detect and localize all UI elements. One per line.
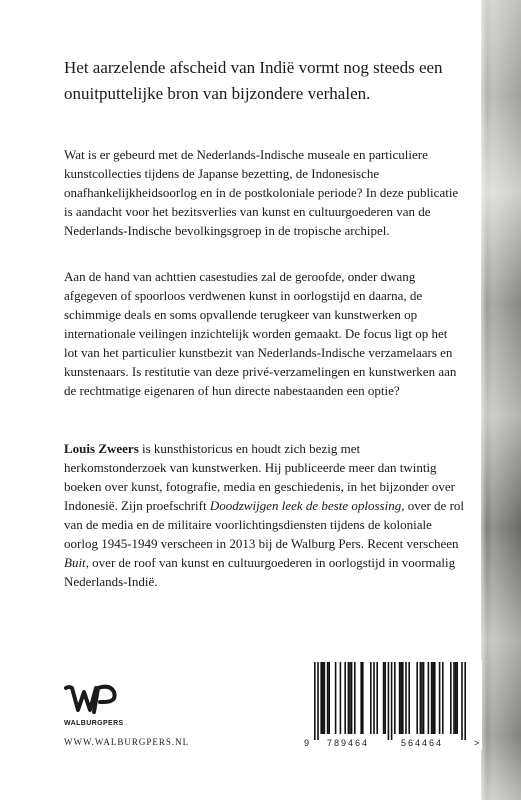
- barcode-bar: [388, 662, 390, 740]
- barcode-bar: [421, 662, 423, 734]
- barcode-bar: [322, 662, 324, 734]
- barcode-graphic: [304, 660, 482, 750]
- barcode-bar: [362, 662, 364, 734]
- barcode-bar: [442, 662, 444, 734]
- barcode-bar: [432, 662, 434, 734]
- paragraph-casestudies: Aan de hand van achttien casestudies zal de geroofde, onder dwang afgegeven of spoorloos verdwenen kunst in oorlogstijd en daarna, de schimmige deals en soms opvallende terugkeer van kunstwerken op internationale veilingen inzichtelijk worden gemaakt. De focus ligt op het lot van het particulier kunstbezit van Nederlands-Indische verzamelaars en kunstenaars. Is restitutie van deze privé-verzamelingen en kunstwerken aan de rechtmatige eigenaren of hun directe nabestaanden een optie?: [64, 269, 457, 398]
- barcode-bar: [317, 662, 319, 740]
- barcode-bar: [394, 662, 396, 734]
- barcode-bar: [354, 662, 356, 734]
- barcode-bar: [399, 662, 401, 734]
- author-name: Louis Zweers: [64, 441, 139, 456]
- barcode-bar: [324, 662, 326, 734]
- barcode-bar: [344, 662, 346, 734]
- barcode-bar: [349, 662, 351, 734]
- publisher-name: WALBURGPERS: [64, 720, 124, 727]
- barcode-bar: [400, 662, 402, 734]
- barcode-bar: [360, 662, 362, 734]
- barcode-bar: [376, 662, 378, 734]
- barcode-bar: [314, 662, 316, 740]
- wp-monogram-icon: [64, 682, 120, 718]
- barcode-bar: [320, 662, 322, 734]
- author-bio-text-3: , over de roof van kunst en cultuurgoederen in oorlogstijd in voormalig Nederlands-Indië.: [64, 555, 456, 589]
- barcode-bar: [428, 662, 430, 734]
- author-bio: [64, 439, 464, 591]
- author-bio-text-1: is kunsthistoricus en houdt zich bezig met herkomstonderzoek van kunstwerken. Hij publiceerde meer dan twintig boeken over kunst, fotografie, media en geschiedenis, in het bijzonder over Indonesië. Zijn proefschrift: [64, 441, 455, 513]
- spine-edge: [481, 0, 521, 800]
- barcode-bar: [450, 662, 452, 734]
- barcode-bar: [456, 662, 458, 734]
- barcode-bar: [434, 662, 436, 734]
- barcode-bar: [439, 662, 441, 734]
- barcode-bar: [408, 662, 410, 734]
- barcode-bar: [420, 662, 422, 734]
- barcode-leading-digit: 9: [304, 738, 310, 748]
- publisher-logo: [64, 682, 184, 727]
- dissertation-title: Doodzwijgen leek de beste oplossing: [209, 498, 402, 513]
- barcode-bar: [405, 662, 407, 734]
- barcode-bar: [340, 662, 342, 734]
- barcode-trailing-mark: >: [474, 738, 480, 748]
- barcode-bars: [314, 662, 466, 740]
- barcode-left-digits: 789464: [326, 738, 370, 748]
- barcode-bar: [348, 662, 350, 734]
- barcode-bar: [384, 662, 386, 734]
- barcode-bar: [464, 662, 466, 740]
- barcode-bar: [328, 662, 330, 734]
- barcode-bar: [383, 662, 385, 734]
- headline: Het aarzelende afscheid van Indië vormt nog steeds een onuitputtelijke bron van bijzondere verhalen.: [64, 58, 443, 103]
- recent-book-title: Buit: [64, 555, 86, 570]
- barcode-bar: [453, 662, 455, 734]
- barcode-bar: [423, 662, 425, 734]
- barcode-bar: [416, 662, 418, 734]
- author-bio-text-2: , over de rol van de media en de militaire voorlichtingsdiensten tijdens de koloniale oorlog 1945-1949 verscheen in 2013 bij de Walburg Pers. Recent verscheen: [64, 498, 465, 551]
- isbn-barcode: [304, 660, 482, 750]
- barcode-bar: [370, 662, 372, 734]
- barcode-bar: [402, 662, 404, 734]
- paragraph-intro: Wat is er gebeurd met de Nederlands-Indische museale en particuliere kunstcollecties tijdens de Japanse bezetting, de Indonesische onafhankelijkheidsoorlog en in de postkoloniale periode? In deze publicatie is aandacht voor het bezitsverlies van kunst en cultuurgoederen van de Nederlands-Indische bevolkingsgroep in de tropische archipel.: [64, 147, 459, 238]
- barcode-bar: [455, 662, 457, 734]
- barcode-bar: [373, 662, 375, 734]
- barcode-bar: [327, 662, 329, 734]
- barcode-right-digits: 564464: [400, 738, 444, 748]
- barcode-bar: [431, 662, 433, 734]
- barcode-bar: [351, 662, 353, 734]
- barcode-bar: [391, 662, 393, 740]
- barcode-bar: [335, 662, 337, 734]
- publisher-website[interactable]: WWW.WALBURGPERS.NL: [64, 737, 190, 747]
- barcode-bar: [461, 662, 463, 740]
